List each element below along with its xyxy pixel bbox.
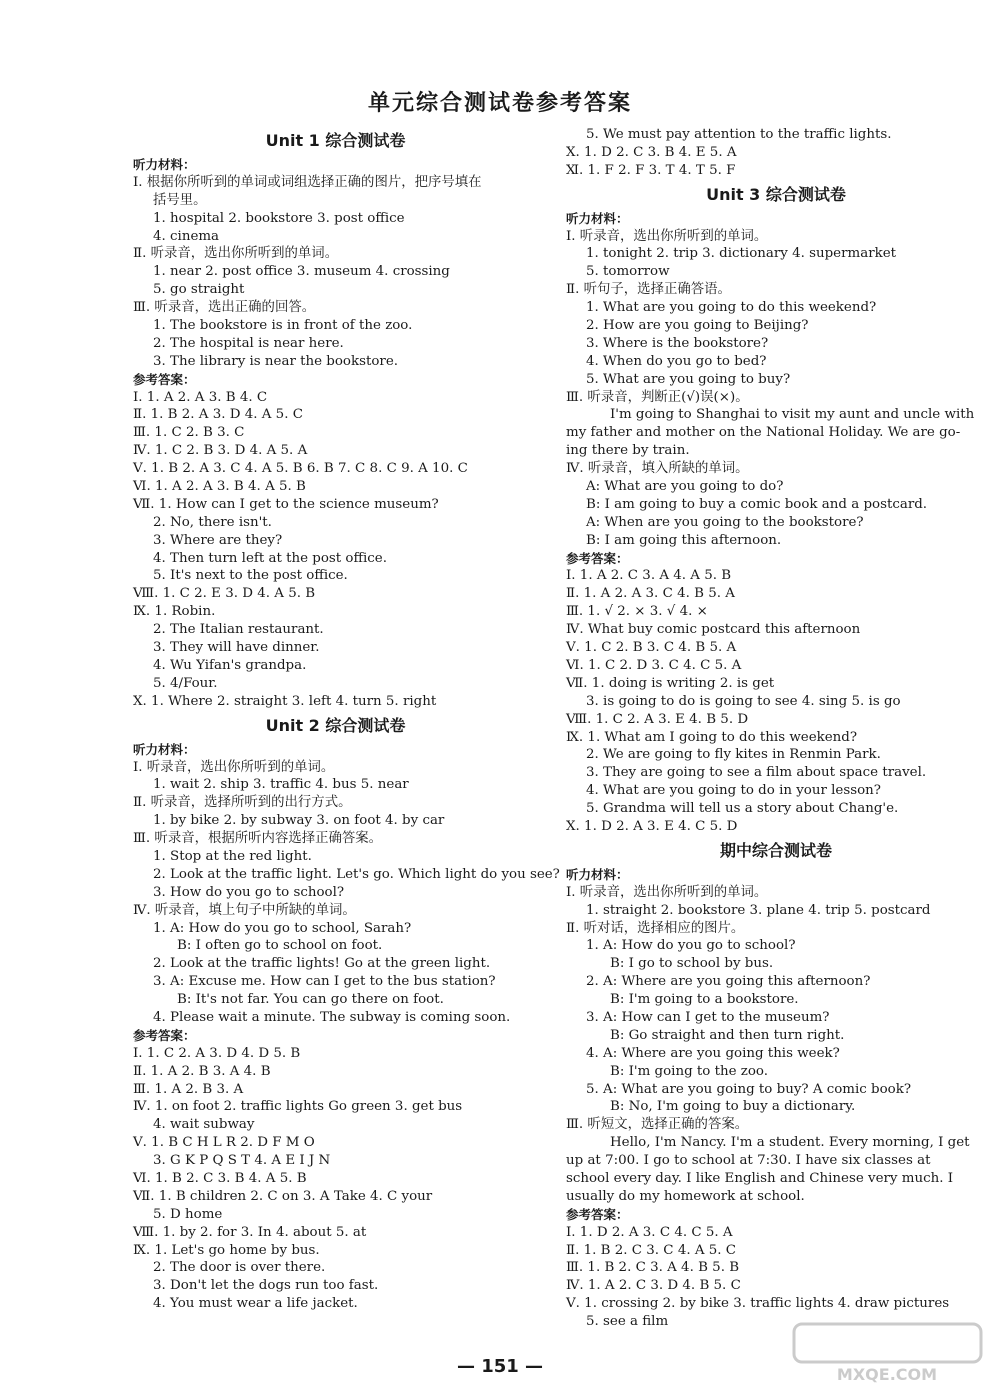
section-title: 期中综合测试卷 [719, 840, 832, 860]
text-line: Ⅲ. 听短文，选择正确的答案。 [566, 1117, 749, 1133]
text-line: ing there by train. [566, 443, 690, 459]
text-line: 2. The door is over there. [153, 1260, 326, 1276]
text-line: 3. A: Excuse me. How can I get to the bus station? [153, 974, 496, 990]
text-line: Ⅰ. 听录音，选出你所听到的单词。 [566, 884, 768, 900]
text-line: Ⅲ. 1. √ 2. × 3. √ 4. × [566, 604, 708, 620]
text-line: 5. D home [153, 1206, 223, 1222]
text-line: 4. A: Where are you going this week? [586, 1045, 840, 1061]
text-line: 3. Where is the bookstore? [586, 335, 769, 351]
text-line: 1. Stop at the red light. [153, 848, 312, 864]
text-line: Ⅳ. 1. C 2. B 3. D 4. A 5. A [133, 443, 308, 459]
right-column [566, 126, 986, 1331]
section-title: Unit 1 综合测试卷 [265, 131, 406, 150]
text-line: Ⅶ. 1. B children 2. C on 3. A Take 4. C your [133, 1188, 433, 1204]
text-line: Ⅱ. 听句子，选择正确答语。 [566, 282, 731, 298]
text-line: 4. When do you go to bed? [586, 353, 767, 369]
subsection-label: 听力材料： [133, 741, 196, 757]
text-line: Ⅰ. 1. A 2. C 3. A 4. A 5. B [566, 568, 732, 584]
text-line: 4. Please wait a minute. The subway is coming soon. [153, 1009, 511, 1025]
text-line: 4. You must wear a life jacket. [153, 1296, 358, 1312]
page-title: 单元综合测试卷参考答案 [367, 91, 632, 116]
text-line: 1. hospital 2. bookstore 3. post office [153, 210, 405, 226]
text-line: Ⅳ. 1. A 2. C 3. D 4. B 5. C [566, 1278, 741, 1294]
page-number: — 151 — [456, 1356, 544, 1377]
text-line: Ⅱ. 听录音，选择所听到的出行方式。 [133, 795, 352, 811]
subsection-label: 参考答案： [566, 550, 629, 566]
text-line: Ⅷ. 1. by 2. for 3. In 4. about 5. at [133, 1224, 367, 1240]
section-title: Unit 3 综合测试卷 [706, 184, 846, 204]
text-line: Ⅵ. 1. B 2. C 3. B 4. A 5. B [133, 1170, 307, 1186]
text-line: Ⅰ. 听录音，选出你所听到的单词。 [566, 228, 768, 244]
text-line: B: No, I'm going to buy a dictionary. [610, 1099, 856, 1115]
text-line: Ⅱ. 1. B 2. A 3. D 4. A 5. C [133, 407, 303, 423]
text-line: Ⅴ. 1. B 2. A 3. C 4. A 5. B 6. B 7. C 8. C 9. A 10. C [133, 461, 468, 477]
text-line: Ⅰ. 听录音，选出你所听到的单词。 [133, 759, 335, 775]
text-line: 1. The bookstore is in front of the zoo. [153, 318, 413, 334]
text-line: 5. 4/Four. [153, 675, 218, 691]
text-line: 2. The Italian restaurant. [153, 622, 324, 638]
text-line: 1. by bike 2. by subway 3. on foot 4. by car [153, 813, 445, 829]
text-line: Ⅱ. 1. A 2. B 3. A 4. B [133, 1063, 271, 1079]
text-line: Ⅲ. 听录音，判断正(√)误(×)。 [566, 389, 749, 405]
text-line: 2. We are going to fly kites in Renmin Park. [586, 747, 881, 763]
text-line: Ⅶ. 1. doing is writing 2. is get [566, 675, 775, 691]
text-line: 2. How are you going to Beijing? [586, 318, 809, 334]
text-line: Ⅸ. 1. Let's go home by bus. [133, 1242, 320, 1258]
text-line: 1. near 2. post office 3. museum 4. crossing [153, 264, 450, 280]
text-line: 4. Then turn left at the post office. [153, 550, 387, 566]
text-line: 3. A: How can I get to the museum? [586, 1009, 830, 1025]
text-line: Ⅲ. 听录音，选出正确的回答。 [133, 300, 316, 316]
text-line: B: I am going this afternoon. [586, 532, 782, 548]
text-line: Ⅹ. 1. D 2. A 3. E 4. C 5. D [566, 818, 738, 834]
text-line: 4. What are you going to do in your lesson? [586, 783, 881, 799]
text-line: B: I go to school by bus. [610, 956, 774, 972]
text-line: 1. straight 2. bookstore 3. plane 4. trip 5. postcard [586, 902, 931, 918]
text-line: Ⅳ. 1. on foot 2. traffic lights Go green 3. get bus [133, 1099, 463, 1115]
text-line: 4. cinema [153, 228, 220, 244]
text-line: B: Go straight and then turn right. [610, 1027, 845, 1043]
text-line: B: I'm going to the zoo. [610, 1063, 768, 1079]
text-line: Ⅸ. 1. Robin. [133, 604, 216, 620]
text-line: Ⅲ. 1. B 2. C 3. A 4. B 5. B [566, 1260, 740, 1276]
text-line: Ⅱ. 1. A 2. A 3. C 4. B 5. A [566, 586, 735, 602]
text-line: A: When are you going to the bookstore? [586, 514, 864, 530]
text-line: B: I'm going to a bookstore. [610, 992, 799, 1008]
subsection-label: 听力材料： [133, 157, 196, 172]
text-line: 1. A: How do you go to school, Sarah? [153, 920, 412, 936]
text-line: 3. G K P Q S T 4. A E I J N [153, 1153, 331, 1169]
left-column [133, 126, 560, 1313]
text-line: 1. wait 2. ship 3. traffic 4. bus 5. near [153, 777, 409, 793]
text-line: Ⅱ. 听录音，选出你所听到的单词。 [133, 246, 339, 262]
text-line: Ⅰ. 1. C 2. A 3. D 4. D 5. B [133, 1045, 301, 1061]
text-line: 5. What are you going to buy? [586, 371, 791, 387]
text-line: up at 7:00. I go to school at 7:30. I have six classes at [566, 1153, 931, 1169]
text-line: 3. They are going to see a film about space travel. [586, 765, 927, 781]
text-line: B: I am going to buy a comic book and a postcard. [586, 496, 928, 512]
text-line: Ⅴ. 1. crossing 2. by bike 3. traffic lights 4. draw pictures [566, 1296, 950, 1312]
text-line: Ⅲ. 听录音，根据所听内容选择正确答案。 [133, 831, 383, 847]
text-line: Ⅸ. 1. What am I going to do this weekend? [566, 729, 858, 745]
text-line: Ⅴ. 1. C 2. B 3. C 4. B 5. A [566, 640, 737, 656]
text-line: 1. tonight 2. trip 3. dictionary 4. supermarket [586, 246, 897, 262]
text-line: 括号里。 [153, 192, 207, 208]
text-line: 2. The hospital is near here. [153, 335, 344, 351]
text-line: 1. What are you going to do this weekend? [586, 300, 877, 316]
text-line: school every day. I like English and Chinese very much. I [566, 1170, 953, 1186]
text-line: 2. No, there isn't. [153, 514, 272, 530]
text-line: 5. tomorrow [586, 264, 670, 280]
text-line: B: I often go to school on foot. [177, 938, 383, 954]
text-line: Ⅲ. 1. A 2. B 3. A [133, 1081, 244, 1097]
text-line: 4. wait subway [153, 1117, 255, 1133]
text-line: Ⅳ. 听录音，填入所缺的单词。 [566, 461, 749, 477]
text-line: Ⅳ. What buy comic postcard this afternoon [566, 622, 861, 638]
text-line: Ⅷ. 1. C 2. A 3. E 4. B 5. D [566, 711, 749, 727]
text-line: 5. A: What are you going to buy? A comic book? [586, 1081, 912, 1097]
text-line: 3. How do you go to school? [153, 884, 345, 900]
text-line: Ⅰ. 1. D 2. A 3. C 4. C 5. A [566, 1224, 733, 1240]
text-line: Ⅹ. 1. Where 2. straight 3. left 4. turn 5. right [133, 693, 437, 709]
text-line: 4. Wu Yifan's grandpa. [153, 657, 307, 673]
text-line: Ⅵ. 1. A 2. A 3. B 4. A 5. B [133, 479, 306, 495]
text-line: Ⅵ. 1. C 2. D 3. C 4. C 5. A [566, 657, 742, 673]
text-line: Ⅱ. 听对话，选择相应的图片。 [566, 920, 745, 936]
text-line: Ⅺ. 1. F 2. F 3. T 4. T 5. F [566, 162, 736, 178]
text-line: 2. Look at the traffic lights! Go at the green light. [153, 956, 491, 972]
text-line: Ⅳ. 听录音，填上句子中所缺的单词。 [133, 902, 356, 918]
text-line: 5. Grandma will tell us a story about Chang'e. [586, 801, 899, 817]
text-line: Hello, I'm Nancy. I'm a student. Every morning, I get [610, 1135, 970, 1151]
text-line: 3. They will have dinner. [153, 640, 320, 656]
text-line: Ⅶ. 1. How can I get to the science museum? [133, 496, 439, 512]
text-line: 3. Don't let the dogs run too fast. [153, 1278, 379, 1294]
subsection-label: 参考答案： [133, 371, 196, 387]
text-line: Ⅱ. 1. B 2. C 3. C 4. A 5. C [566, 1242, 737, 1258]
subsection-label: 听力材料： [566, 210, 629, 226]
text-line: Ⅴ. 1. B C H L R 2. D F M O [133, 1135, 315, 1151]
text-line: 2. Look at the traffic light. Let's go. Which light do you see? [153, 866, 560, 882]
text-line: A: What are you going to do? [586, 479, 784, 495]
text-line: Ⅲ. 1. C 2. B 3. C [133, 425, 245, 441]
text-line: 3. The library is near the bookstore. [153, 353, 399, 369]
text-line: 3. Where are they? [153, 532, 283, 548]
watermark-text: MXQE.COM [836, 1365, 938, 1384]
text-line: Ⅹ. 1. D 2. C 3. B 4. E 5. A [566, 144, 737, 160]
subsection-label: 参考答案： [566, 1206, 629, 1222]
section-title: Unit 2 综合测试卷 [265, 715, 406, 735]
text-line: 2. A: Where are you going this afternoon? [586, 974, 871, 990]
subsection-label: 听力材料： [566, 866, 629, 882]
text-line: Ⅰ. 1. A 2. A 3. B 4. C [133, 389, 268, 405]
text-line: Ⅷ. 1. C 2. E 3. D 4. A 5. B [133, 586, 316, 602]
text-line: 5. see a film [586, 1314, 669, 1330]
text-line: I'm going to Shanghai to visit my aunt and uncle with [610, 407, 975, 423]
text-line: 5. It's next to the post office. [153, 568, 348, 584]
watermark-logo-icon [790, 1320, 985, 1385]
text-line: 1. A: How do you go to school? [586, 938, 796, 954]
text-line: my father and mother on the National Holiday. We are go- [566, 425, 961, 441]
text-line: 5. go straight [153, 282, 245, 298]
text-line: 5. We must pay attention to the traffic lights. [586, 127, 892, 142]
text-line: usually do my homework at school. [566, 1188, 805, 1204]
text-line: B: It's not far. You can go there on foot. [177, 992, 444, 1008]
subsection-label: 参考答案： [133, 1027, 196, 1043]
text-line: Ⅰ. 根据你所听到的单词或词组选择正确的图片，把序号填在 [133, 174, 482, 190]
text-line: 3. is going to do is going to see 4. sing 5. is go [586, 693, 901, 709]
